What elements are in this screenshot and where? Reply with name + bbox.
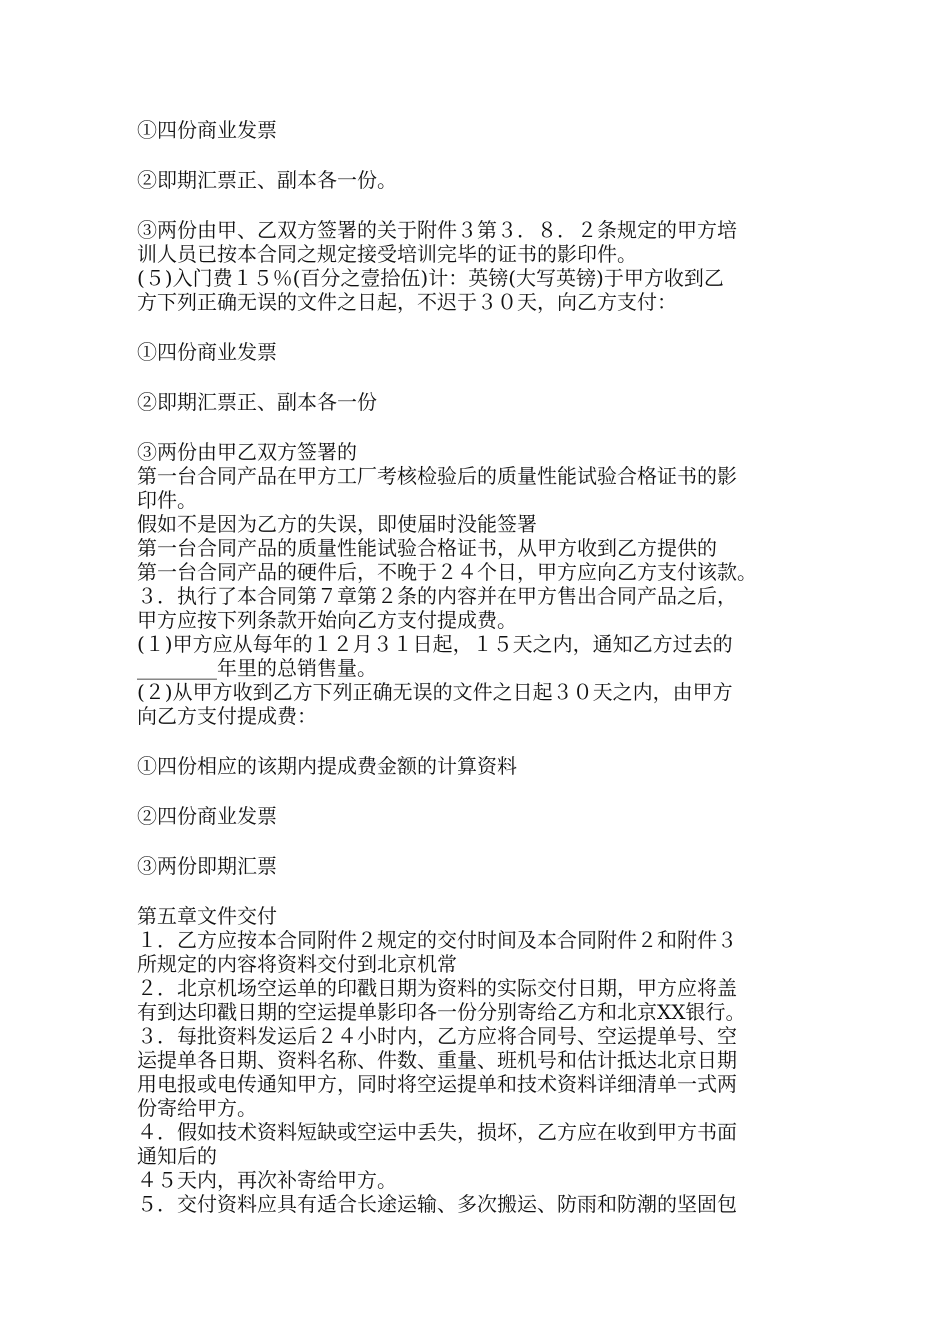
text-line: ①四份商业发票	[137, 340, 277, 364]
text-line: 第五章文件交付	[137, 904, 277, 928]
text-line: 第一台合同产品的硬件后，不晚于２４个日，甲方应向乙方支付该款。	[137, 560, 757, 584]
text-line: 通知后的	[137, 1144, 217, 1168]
text-line: (１)甲方应从每年的１２月３１日起，１５天之内，通知乙方过去的	[137, 632, 733, 656]
text-line: ③两份由甲、乙双方签署的关于附件３第３．８．２条规定的甲方培	[137, 218, 737, 242]
text-line: 假如不是因为乙方的失误，即使届时没能签署	[137, 512, 537, 536]
text-line: ４５天内，再次补寄给甲方。	[137, 1168, 397, 1192]
text-line: ________年里的总销售量。	[137, 656, 377, 680]
text-line: 第一台合同产品的质量性能试验合格证书，从甲方收到乙方提供的	[137, 536, 717, 560]
text-line: 向乙方支付提成费：	[137, 704, 317, 728]
paragraph-gap	[137, 364, 827, 390]
paragraph-gap	[137, 414, 827, 440]
text-line: ②即期汇票正、副本各一份	[137, 390, 377, 414]
text-line: ③两份即期汇票	[137, 854, 277, 878]
text-line: ２．北京机场空运单的印戳日期为资料的实际交付日期，甲方应将盖	[137, 976, 737, 1000]
text-line: 运提单各日期、资料名称、件数、重量、班机号和估计抵达北京日期	[137, 1048, 737, 1072]
text-line: 有到达印戳日期的空运提单影印各一份分别寄给乙方和北京XX银行。	[137, 1000, 746, 1024]
text-line: 份寄给甲方。	[137, 1096, 257, 1120]
text-line: 甲方应按下列条款开始向乙方支付提成费。	[137, 608, 517, 632]
paragraph-gap	[137, 314, 827, 340]
paragraph-gap	[137, 192, 827, 218]
paragraph-gap	[137, 778, 827, 804]
text-line: 印件。	[137, 488, 197, 512]
text-line: 训人员已按本合同之规定接受培训完毕的证书的影印件。	[137, 242, 637, 266]
text-line: ①四份相应的该期内提成费金额的计算资料	[137, 754, 517, 778]
text-line: １．乙方应按本合同附件２规定的交付时间及本合同附件２和附件３	[137, 928, 737, 952]
text-line: ４．假如技术资料短缺或空运中丢失，损坏，乙方应在收到甲方书面	[137, 1120, 737, 1144]
text-line: ②即期汇票正、副本各一份。	[137, 168, 397, 192]
text-line: 方下列正确无误的文件之日起，不迟于３０天，向乙方支付：	[137, 290, 677, 314]
contract-text	[137, 118, 827, 1216]
paragraph-gap	[137, 728, 827, 754]
text-line: 第一台合同产品在甲方工厂考核检验后的质量性能试验合格证书的影	[137, 464, 737, 488]
paragraph-gap	[137, 828, 827, 854]
text-line: ５．交付资料应具有适合长途运输、多次搬运、防雨和防潮的坚固包	[137, 1192, 737, 1216]
text-line: (５)入门费１５％(百分之壹拾伍)计：英镑(大写英镑)于甲方收到乙	[137, 266, 724, 290]
text-line: ②四份商业发票	[137, 804, 277, 828]
text-line: ３．执行了本合同第７章第２条的内容并在甲方售出合同产品之后，	[137, 584, 737, 608]
paragraph-gap	[137, 142, 827, 168]
text-line: 所规定的内容将资料交付到北京机常	[137, 952, 457, 976]
text-line: ３．每批资料发运后２４小时内，乙方应将合同号、空运提单号、空	[137, 1024, 737, 1048]
text-line: ①四份商业发票	[137, 118, 277, 142]
text-line: ③两份由甲乙双方签署的	[137, 440, 357, 464]
paragraph-gap	[137, 878, 827, 904]
text-line: (２)从甲方收到乙方下列正确无误的文件之日起３０天之内，由甲方	[137, 680, 733, 704]
text-line: 用电报或电传通知甲方，同时将空运提单和技术资料详细清单一式两	[137, 1072, 737, 1096]
